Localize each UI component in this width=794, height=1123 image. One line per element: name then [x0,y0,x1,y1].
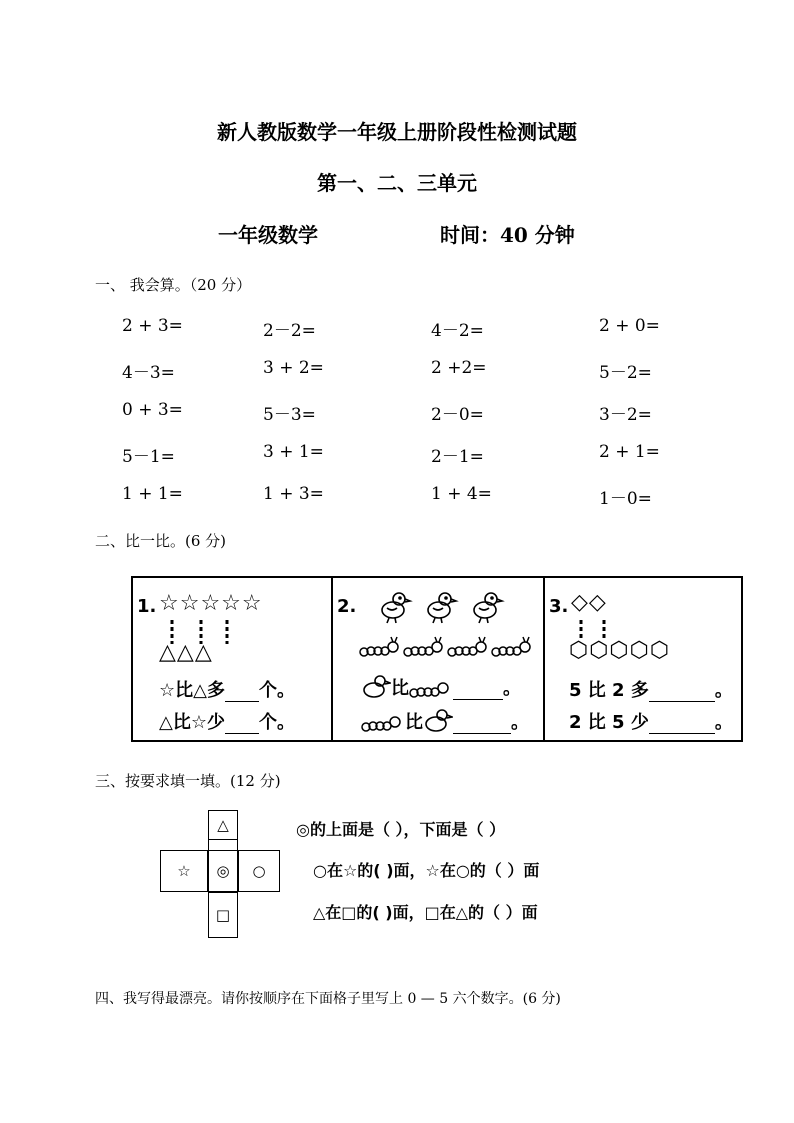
panel-number: 2. [337,596,357,617]
section1-heading: 一、 我会算。（20 分） [95,276,252,294]
grid-bottom-square: □ [208,892,238,938]
panel3-line2: 2 比 5 少 。 [569,712,733,733]
chick-icon [361,674,391,700]
calc-problem[interactable]: 0 + 3= [122,400,183,420]
grid-top-triangle: △ [208,810,238,840]
calc-problem[interactable]: 2 + 0= [599,316,660,336]
stars-row: ☆☆☆☆☆ [159,591,263,616]
grid-top-spacer [208,840,238,850]
answer-blank[interactable] [225,715,259,734]
calc-problem[interactable]: 1 + 4= [431,484,492,504]
calc-problem[interactable]: 2 +2= [431,358,487,378]
section4-heading: 四、我写得最漂亮。请你按顺序在下面格子里写上 0 — 5 六个数字。(6 分) [95,991,561,1007]
grid-center-bullseye: ◎ [208,850,238,892]
chick-icon [423,708,453,734]
question-3-2: ○在☆的( )面，☆在○的（ ）面 [313,861,540,880]
answer-blank[interactable] [649,715,715,734]
panel2-line2: 比 。 [361,708,529,734]
panel-number: 3. [549,596,569,617]
calc-problem[interactable]: 5－2= [599,363,652,383]
calc-problem[interactable]: 3－2= [599,405,652,425]
panel1-line1: ☆比△多 个。 [159,680,295,701]
question-3-3: △在□的( )面，□在△的（ ）面 [313,903,538,922]
caterpillar-icons [359,636,539,662]
caterpillar-icon [361,712,405,734]
panel-number: 1. [137,596,157,617]
diamonds-row: ◇◇ [571,590,607,615]
section2-heading: 二、比一比。(6 分) [95,532,227,550]
calc-problem[interactable]: 1 + 3= [263,484,324,504]
calc-problem[interactable]: 2 + 1= [599,442,660,462]
calc-problem[interactable]: 4－3= [122,363,175,383]
calc-problem[interactable]: 2 + 3= [122,316,183,336]
compare-panel-3 [545,578,741,740]
calc-problem[interactable]: 4－2= [431,321,484,341]
page-title: 新人教版数学一年级上册阶段性检测试题 [217,120,577,144]
panel1-line2: △比☆少 个。 [159,712,295,733]
question-3-1: ◎的上面是（ ），下面是（ ） [296,820,506,839]
answer-blank[interactable] [453,715,511,734]
calc-problem[interactable]: 3 + 1= [263,442,324,462]
calc-problem[interactable]: 2－0= [431,405,484,425]
grid-right-circle: ○ [238,850,280,892]
calc-problem[interactable]: 1 + 1= [122,484,183,504]
time-label: 时间：40 分钟 [440,223,575,247]
calc-problem[interactable]: 2－2= [263,321,316,341]
caterpillar-icon [409,678,453,700]
grade-label: 一年级数学 [218,223,318,247]
page-subtitle: 第一、二、三单元 [317,171,477,195]
calc-problem[interactable]: 5－1= [122,447,175,467]
calc-problem[interactable]: 3 + 2= [263,358,324,378]
answer-blank[interactable] [649,683,715,702]
panel3-line1: 5 比 2 多 。 [569,680,733,701]
answer-blank[interactable] [453,681,503,700]
calc-problem[interactable]: 5－3= [263,405,316,425]
answer-blank[interactable] [225,683,259,702]
calc-problem[interactable]: 2－1= [431,447,484,467]
section3-heading: 三、按要求填一填。(12 分) [95,772,281,790]
compare-box [131,576,743,742]
calc-problem[interactable]: 1－0= [599,489,652,509]
panel2-line1: 比 。 [361,674,521,700]
matching-dashes [573,620,613,640]
grid-left-star: ☆ [160,850,208,892]
hexagons-row: ⬡⬡⬡⬡⬡ [569,638,671,663]
triangles-row: △△△ [159,640,213,665]
compare-panel-1 [133,578,331,740]
compare-panel-2 [333,578,543,740]
chick-icons [379,588,519,624]
